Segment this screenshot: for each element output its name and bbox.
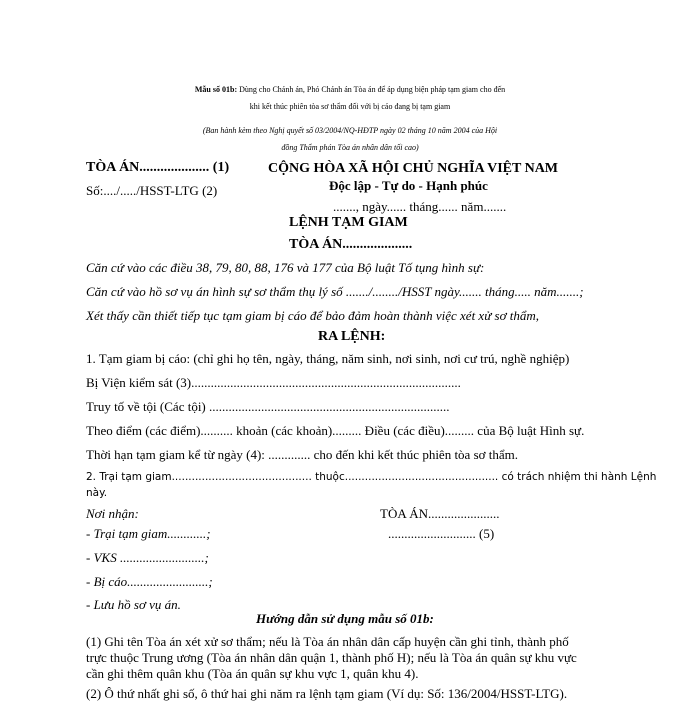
guide-note-2: (2) Ô thứ nhất ghi số, ô thứ hai ghi năm ra lệnh tạm giam (Ví dụ: Số: 136/2004/HSST-LTG).: [86, 686, 568, 701]
procuracy-line: Bị Viện kiểm sát (3)...................................................................................: [86, 375, 461, 390]
issuing-court: TÒA ÁN....................: [289, 237, 413, 252]
guide-note-1-line-3: cần ghi thêm quân khu (Tòa án quân sự khu vực 1, quân khu 4).: [86, 666, 419, 681]
signature-line: ........................... (5): [388, 526, 495, 541]
issue-date: ......., ngày...... tháng...... năm.......: [333, 199, 507, 214]
form-description-line-1: Mẫu số 01b: Dùng cho Chánh án, Phó Chánh án Tòa án để áp dụng biện pháp tạm giam cho đến: [194, 85, 506, 94]
form-description-line-2: khi kết thúc phiên tòa sơ thẩm đối với bị cáo đang bị tạm giam: [249, 102, 451, 111]
legal-basis-2: Căn cứ vào hồ sơ vụ án hình sự sơ thẩm thụ lý số ......./......../HSST ngày....... tháng..... năm.......;: [86, 284, 584, 299]
article-line: Theo điểm (các điểm).......... khoản (các khoản)......... Điều (các điều)......... của Bộ luật Hình sự.: [86, 423, 585, 438]
legal-basis-3: Xét thấy cần thiết tiếp tục tạm giam bị cáo để bảo đảm hoàn thành việc xét xử sơ thẩm,: [86, 308, 540, 323]
order-title: LỆNH TẠM GIAM: [289, 215, 408, 230]
country-name: CỘNG HÒA XÃ HỘI CHỦ NGHĨA VIỆT NAM: [268, 161, 559, 176]
national-slogan: Độc lập - Tự do - Hạnh phúc: [329, 178, 488, 193]
recipient-defendant: - Bị cáo.........................;: [86, 574, 213, 589]
order-item-1: 1. Tạm giam bị cáo: (chỉ ghi họ tên, ngày, tháng, năm sinh, nơi sinh, nơi cư trú, nghề nghiệp): [86, 351, 570, 366]
court-name: TÒA ÁN.................... (1): [86, 160, 230, 175]
issued-note-line-2: đồng Thẩm phán Tòa án nhân dân tối cao): [281, 143, 419, 152]
document-number: Số:..../...../HSST-LTG (2): [86, 183, 218, 198]
guide-note-1-line-2: trực thuộc Trung ương (Tòa án nhân dân quận 1, thành phố H); nếu là Tòa án quân sự khu vực: [86, 650, 577, 665]
guide-heading: Hướng dẫn sử dụng mẫu số 01b:: [256, 611, 434, 626]
order-heading: RA LỆNH:: [318, 329, 386, 344]
recipients-heading: Nơi nhận:: [86, 506, 139, 521]
recipient-detention-camp: - Trại tạm giam............;: [86, 526, 211, 541]
order-item-2-line-1: 2. Trại tạm giam.......................................... thuộc.............................................. có trách nhiệm thi hành Lệnh: [86, 471, 657, 483]
guide-note-1-line-1: (1) Ghi tên Tòa án xét xử sơ thẩm; nếu là Tòa án nhân dân cấp huyện cần ghi tỉnh, thành phố: [86, 634, 569, 649]
detention-period-line: Thời hạn tạm giam kể từ ngày (4): ............. cho đến khi kết thúc phiên tòa sơ thẩm.: [86, 447, 519, 462]
legal-basis-1: Căn cứ vào các điều 38, 79, 80, 88, 176 và 177 của Bộ luật Tố tụng hình sự:: [86, 260, 485, 275]
issued-note-line-1: (Ban hành kèm theo Nghị quyết số 03/2004/NQ-HĐTP ngày 02 tháng 10 năm 2004 của Hội: [202, 126, 498, 135]
order-item-2-line-2: này.: [86, 487, 108, 499]
recipient-procuracy: - VKS ..........................;: [86, 550, 209, 565]
recipient-case-file: - Lưu hồ sơ vụ án.: [86, 597, 181, 612]
signature-court: TÒA ÁN......................: [380, 506, 500, 521]
charge-line: Truy tố về tội (Các tội) ..........................................................................: [86, 399, 450, 414]
